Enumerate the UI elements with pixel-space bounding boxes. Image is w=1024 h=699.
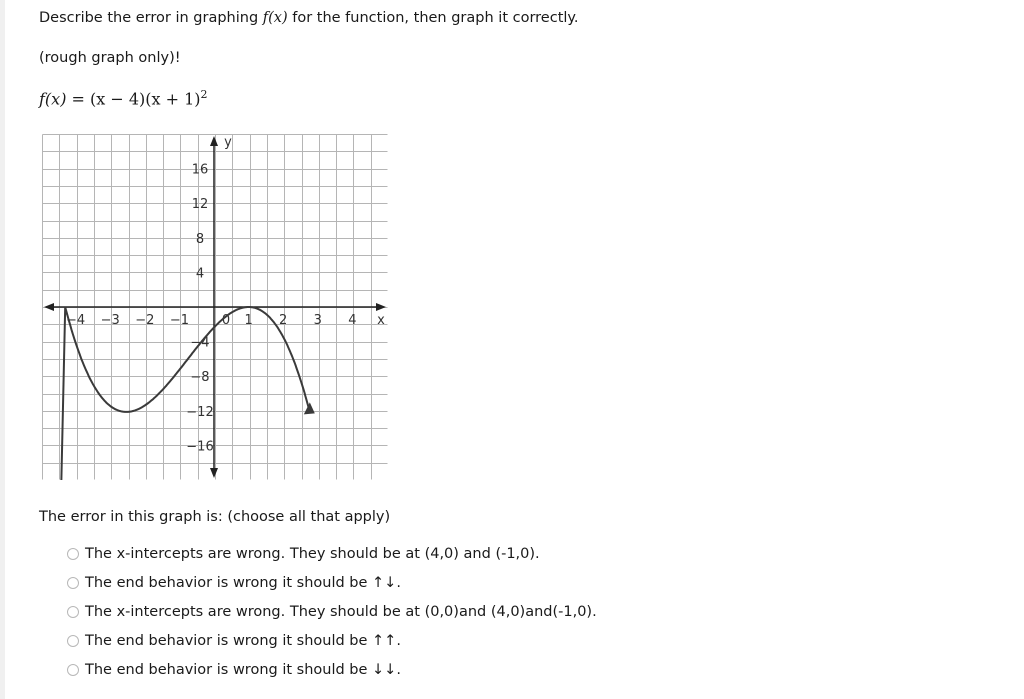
x-tick-label: 2 <box>279 313 288 328</box>
y-axis-arrow <box>210 136 218 146</box>
option-label[interactable]: The x-intercepts are wrong. They should be at (4,0) and (-1,0). <box>85 545 540 562</box>
x-tick-label: −2 <box>135 313 155 328</box>
graph-tick-labels <box>66 135 385 454</box>
option-label[interactable]: The end behavior is wrong it should be ↑↑. <box>85 632 401 649</box>
radio-button[interactable] <box>67 635 79 647</box>
radio-button[interactable] <box>67 548 79 560</box>
option-label[interactable]: The end behavior is wrong it should be ↑↓. <box>85 574 401 591</box>
x-tick-label: 1 <box>244 313 253 328</box>
radio-button[interactable] <box>67 664 79 676</box>
question-text-suffix: for the function, then graph it correctly. <box>287 10 579 26</box>
option-3[interactable] <box>67 597 597 626</box>
y-tick-label: −8 <box>190 370 210 386</box>
y-tick-label: −12 <box>186 404 214 420</box>
option-label[interactable]: The end behavior is wrong it should be ↓↓. <box>85 661 401 678</box>
option-5[interactable] <box>67 655 597 684</box>
answer-options <box>67 539 597 684</box>
equation <box>39 88 208 108</box>
x-tick-label: −3 <box>100 313 120 328</box>
option-4[interactable] <box>67 626 597 655</box>
y-axis-label: y <box>224 135 232 150</box>
function-graph <box>42 134 388 480</box>
x-tick-label: 0 <box>221 313 231 328</box>
y-axis-arrow-down <box>210 468 218 478</box>
curve-arrow-up <box>304 402 315 414</box>
left-edge-bar <box>0 0 5 699</box>
x-axis-label: x <box>377 313 385 328</box>
x-axis-arrow <box>376 303 386 311</box>
option-1[interactable] <box>67 539 597 568</box>
equation-exponent: 2 <box>200 88 208 101</box>
y-tick-label: −4 <box>190 335 210 351</box>
question-line-2: (rough graph only)! <box>39 50 181 66</box>
question-line-1 <box>39 10 579 26</box>
curve-arrows <box>52 402 315 480</box>
y-tick-label: 16 <box>191 162 209 178</box>
x-tick-label: −4 <box>66 313 86 328</box>
option-2[interactable] <box>67 568 597 597</box>
choice-prompt: The error in this graph is: (choose all that apply) <box>39 509 391 525</box>
equation-lhs: f(x) <box>39 89 67 109</box>
x-axis-arrow-left <box>44 303 54 311</box>
y-tick-label: −16 <box>186 439 214 455</box>
radio-button[interactable] <box>67 577 79 589</box>
y-tick-label: 12 <box>191 197 209 213</box>
radio-button[interactable] <box>67 606 79 618</box>
question-text-prefix: Describe the error in graphing <box>39 10 263 26</box>
y-tick-label: 4 <box>195 266 205 282</box>
option-label[interactable]: The x-intercepts are wrong. They should be at (0,0)and (4,0)and(-1,0). <box>85 603 597 620</box>
x-tick-label: 4 <box>348 313 357 328</box>
function-symbol: f(x) <box>262 10 288 26</box>
y-tick-label: 8 <box>195 231 205 247</box>
x-tick-label: 3 <box>313 313 322 328</box>
equation-rhs: = (x − 4)(x + 1) <box>66 89 201 109</box>
x-tick-label: −1 <box>169 313 189 328</box>
